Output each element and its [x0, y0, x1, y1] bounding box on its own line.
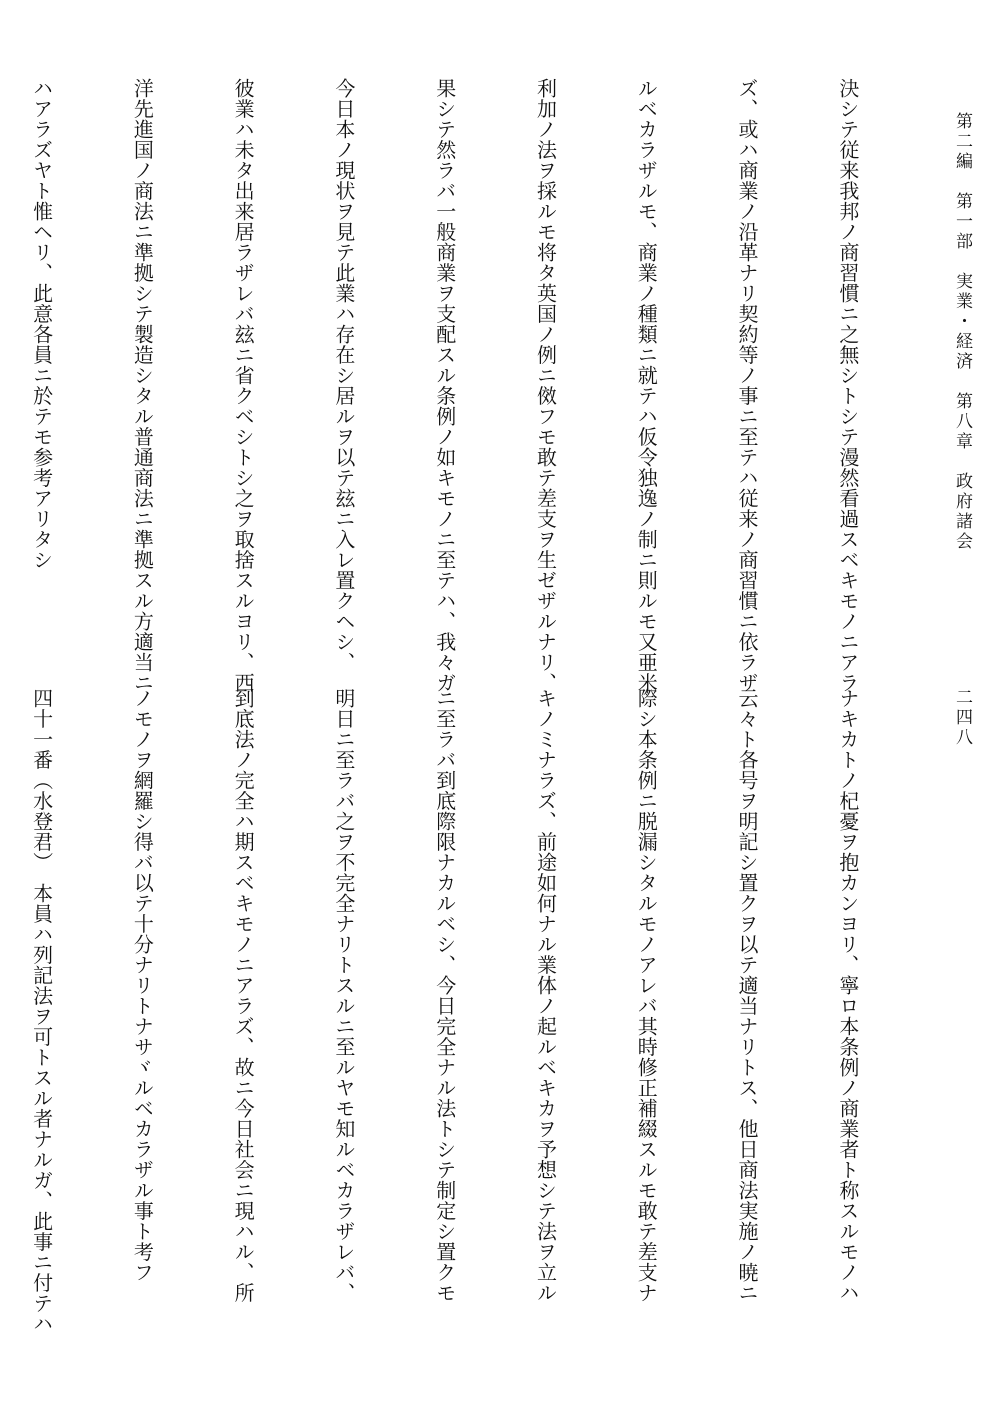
text-line: ハアラズヤト惟ヘリ、此意各員ニ於テモ参考アリタシ — [29, 78, 54, 570]
text-line: ズ、或ハ商業ノ沿革ナリ契約等ノ事ニ至テハ従来ノ商習慣ニ依ラザ — [735, 78, 760, 693]
text-line: ナキカトノ杞憂ヲ抱カンヨリ、寧ロ本条例ノ商業者ト称スルモノハ — [835, 688, 860, 1303]
text-line: 今日本ノ現状ヲ見テ此業ハ存在シ居ルヲ以テ玆ニ入レ置クヘシ、 — [331, 78, 356, 673]
text-line: ニ至ラバ到底際限ナカルベシ、今日完全ナル法トシテ制定シ置クモ — [432, 688, 457, 1303]
text-line: 云々ト各号ヲ明記シ置クヲ以テ適当ナリトス、他日商法実施ノ暁ニ — [735, 688, 760, 1303]
text-line: 洋先進国ノ商法ニ準拠シテ製造シタル普通商法ニ準拠スル方適当ニ — [130, 78, 155, 693]
speaker-line: 四十一番（水登君） 本員ハ列記法ヲ可トスル者ナルガ、此事ニ付テハ — [29, 688, 54, 1334]
text-line: 到底法ノ完全ハ期スベキモノニアラズ、故ニ今日社会ニ現ハル、所 — [231, 688, 256, 1303]
text-line: ノモノヲ網羅シ得バ以テ十分ナリトナサヾルベカラザル事ト考フ — [130, 688, 155, 1283]
lower-text-block — [0, 688, 931, 1334]
upper-text-block — [0, 78, 931, 693]
running-header: 第二編 第一部 実業・経済 第八章 政府諸会 — [952, 112, 972, 552]
text-line: ルベカラザルモ、商業ノ種類ニ就テハ仮令独逸ノ制ニ則ルモ又亜米 — [634, 78, 659, 693]
text-line: 果シテ然ラバ一般商業ヲ支配スル条例ノ如キモノニ至テハ、我々ガ — [432, 78, 457, 693]
text-line: 彼業ハ未タ出来居ラザレバ玆ニ省クベシトシ之ヲ取捨スルヨリ、西 — [231, 78, 256, 693]
text-line: 決シテ従来我邦ノ商習慣ニ之無シトシテ漫然看過スベキモノニアラ — [835, 78, 860, 693]
page-number: 二四八 — [952, 688, 972, 748]
text-line: キノミナラズ、前途如何ナル業体ノ起ルベキカヲ予想シテ法ヲ立ル — [533, 688, 558, 1303]
text-line: 明日ニ至ラバ之ヲ不完全ナリトスルニ至ルヤモ知ルベカラザレバ、 — [331, 688, 356, 1303]
text-line: 際シ本条例ニ脱漏シタルモノアレバ其時修正補綴スルモ敢テ差支ナ — [634, 688, 659, 1303]
text-line: 利加ノ法ヲ採ルモ将タ英国ノ例ニ傚フモ敢テ差支ヲ生ゼザルナリ、 — [533, 78, 558, 693]
